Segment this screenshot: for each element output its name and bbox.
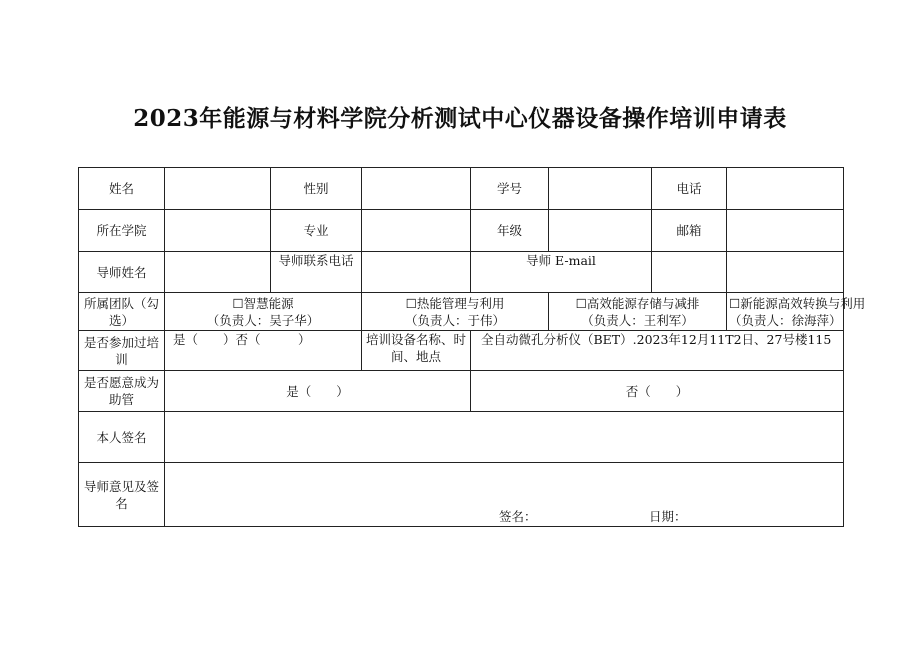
row-advisor-info — [79, 252, 844, 293]
advisor-opinion-label: 导师意见及签名 — [79, 463, 165, 527]
row-assistant — [79, 371, 844, 412]
advisor-phone-field[interactable] — [362, 252, 471, 293]
advisor-name-label: 导师姓名 — [79, 252, 165, 293]
page-title: 2023年能源与材料学院分析测试中心仪器设备操作培训申请表 — [133, 105, 787, 132]
signature-label: 本人签名 — [79, 412, 165, 463]
team-option-thermal[interactable] — [362, 293, 549, 331]
row-academic-info — [79, 210, 844, 252]
email-field[interactable] — [727, 210, 844, 252]
team-option-name: ☐热能管理与利用 — [405, 295, 505, 311]
row-advisor-opinion — [79, 463, 844, 527]
email-label: 邮箱 — [652, 210, 727, 252]
team-label: 所属团队（勾选） — [79, 293, 165, 331]
date-label: 日期： — [649, 509, 687, 524]
team-option-storage[interactable] — [549, 293, 727, 331]
phone-field[interactable] — [727, 168, 844, 210]
team-option-name: ☐高效能源存储与减排 — [575, 295, 700, 311]
advisor-email-label-cell — [471, 252, 652, 293]
advisor-extra-field[interactable] — [727, 252, 844, 293]
trained-label: 是否参加过培训 — [79, 331, 165, 371]
student-id-label: 学号 — [471, 168, 549, 210]
equipment-value[interactable]: 全自动微孔分析仪（BET）.2023年12月11T2日、27号楼115 — [471, 331, 844, 371]
college-label: 所在学院 — [79, 210, 165, 252]
assistant-yes[interactable]: 是（ ） — [165, 371, 471, 412]
gender-label: 性别 — [271, 168, 362, 210]
row-basic-info — [79, 168, 844, 210]
team-option-leader: （负责人：徐海萍） — [729, 312, 842, 328]
equipment-label: 培训设备名称、时间、地点 — [362, 331, 471, 371]
grade-label: 年级 — [471, 210, 549, 252]
grade-field[interactable] — [549, 210, 652, 252]
assistant-no[interactable]: 否（ ） — [471, 371, 844, 412]
name-label: 姓名 — [79, 168, 165, 210]
team-option-new-energy[interactable] — [727, 293, 866, 331]
name-field[interactable] — [165, 168, 271, 210]
major-field[interactable] — [362, 210, 471, 252]
row-training-history — [79, 331, 844, 371]
team-option-leader: （负责人：吴子华） — [206, 312, 320, 328]
team-option-leader: （负责人：于伟） — [404, 312, 505, 328]
gender-field[interactable] — [362, 168, 471, 210]
sign-label: 签名： — [499, 509, 537, 524]
signature-field[interactable] — [165, 412, 844, 463]
assistant-label: 是否愿意成为助管 — [79, 371, 165, 412]
advisor-email-field[interactable] — [652, 252, 727, 293]
advisor-phone-label: 导师联系电话 — [271, 252, 362, 293]
advisor-opinion-field[interactable] — [165, 463, 844, 527]
college-field[interactable] — [165, 210, 271, 252]
advisor-name-field[interactable] — [165, 252, 271, 293]
advisor-email-label: 导师 E-mail — [526, 253, 596, 268]
team-option-smart-energy[interactable] — [165, 293, 362, 331]
row-signature — [79, 412, 844, 463]
trained-choice[interactable]: 是（ ）否（ ） — [165, 331, 362, 371]
major-label: 专业 — [271, 210, 362, 252]
phone-label: 电话 — [652, 168, 727, 210]
row-team-select — [79, 293, 844, 331]
application-form-table — [78, 167, 866, 527]
team-option-name: ☐智慧能源 — [232, 295, 294, 311]
team-option-leader: （负责人：王利军） — [581, 312, 694, 328]
student-id-field[interactable] — [549, 168, 652, 210]
team-option-name: ☐新能源高效转换与利用 — [729, 295, 866, 311]
